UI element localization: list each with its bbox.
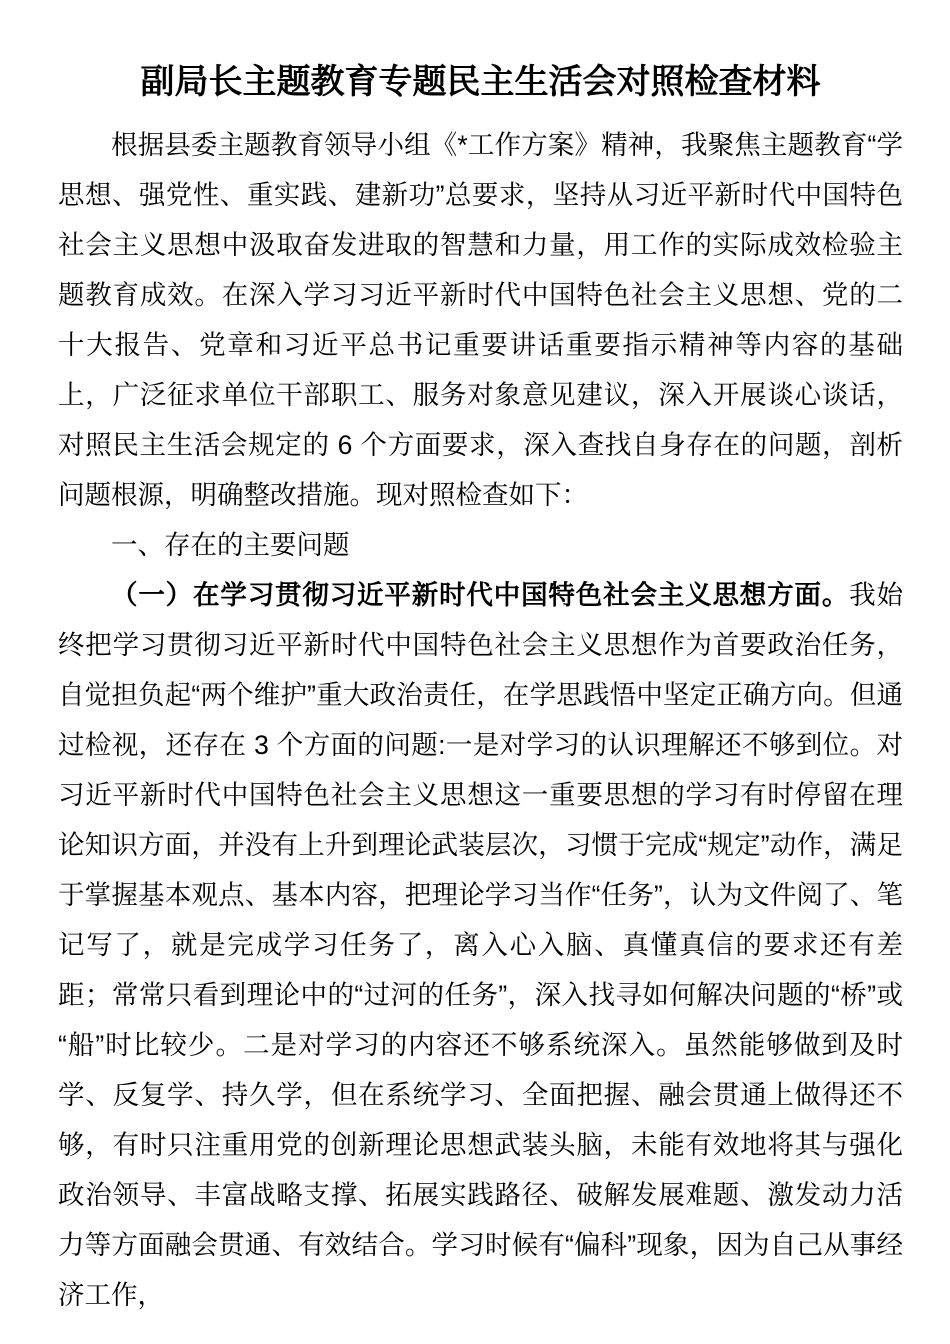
subsection-1-body-text: 我始终把学习贯彻习近平新时代中国特色社会主义思想作为首要政治任务，自觉担负起“两个维护”重大政治责任，在学思践悟中坚定正确方向。但通过检视，还存在 3 个方面的问题:一是对学习的认识理解还不够到位。对习近平新时代中国特色社会主义思想这一重要思想的学习有时停留在理论知识方面，并没有上升到理论武装层次，习惯于完成“规定”动作，满足于掌握基本观点、基本内容，把理论学习当作“任务”，认为文件阅了、笔记写了，就是完成学习任务了，离入心入脑、真懂真信的要求还有差距；常常只看到理论中的“过河的任务”，深入找寻如何解决问题的“桥”或“船”时比较少。二是对学习的内容还不够系统深入。虽然能够做到及时学、反复学、持久学，但在系统学习、全面把握、融会贯通上做得还不够，有时只注重用党的创新理论思想武装头脑，未能有效地将其与强化政治领导、丰富战略支撑、拓展实践路径、破解发展难题、激发动力活力等方面融会贯通、有效结合。学习时候有“偏科”现象，因为自己从事经济工作， bbox=[58, 580, 904, 1310]
section-heading: 一、存在的主要问题 bbox=[111, 530, 350, 560]
document-title: 副局长主题教育专题民主生活会对照检查材料 bbox=[140, 63, 821, 101]
paragraph-intro: 根据县委主题教育领导小组《*工作方案》精神，我聚焦主题教育“学思想、强党性、重实践、建新功”总要求，坚持从习近平新时代中国特色社会主义思想中汲取奋发进取的智慧和力量，用工作的实际成效检验主题教育成效。在深入学习习近平新时代中国特色社会主义思想、党的二十大报告、党章和习近平总书记重要讲话重要指示精神等内容的基础上，广泛征求单位干部职工、服务对象意见建议，深入开展谈心谈话，对照民主生活会规定的 6 个方面要求，深入查找自身存在的问题，剖析问题根源，明确整改措施。现对照检查如下： bbox=[58, 130, 903, 510]
subsection-1-bold-lead: （一）在学习贯彻习近平新时代中国特色社会主义思想方面。 bbox=[111, 580, 850, 610]
paragraph-subsection-1 bbox=[58, 570, 903, 1320]
